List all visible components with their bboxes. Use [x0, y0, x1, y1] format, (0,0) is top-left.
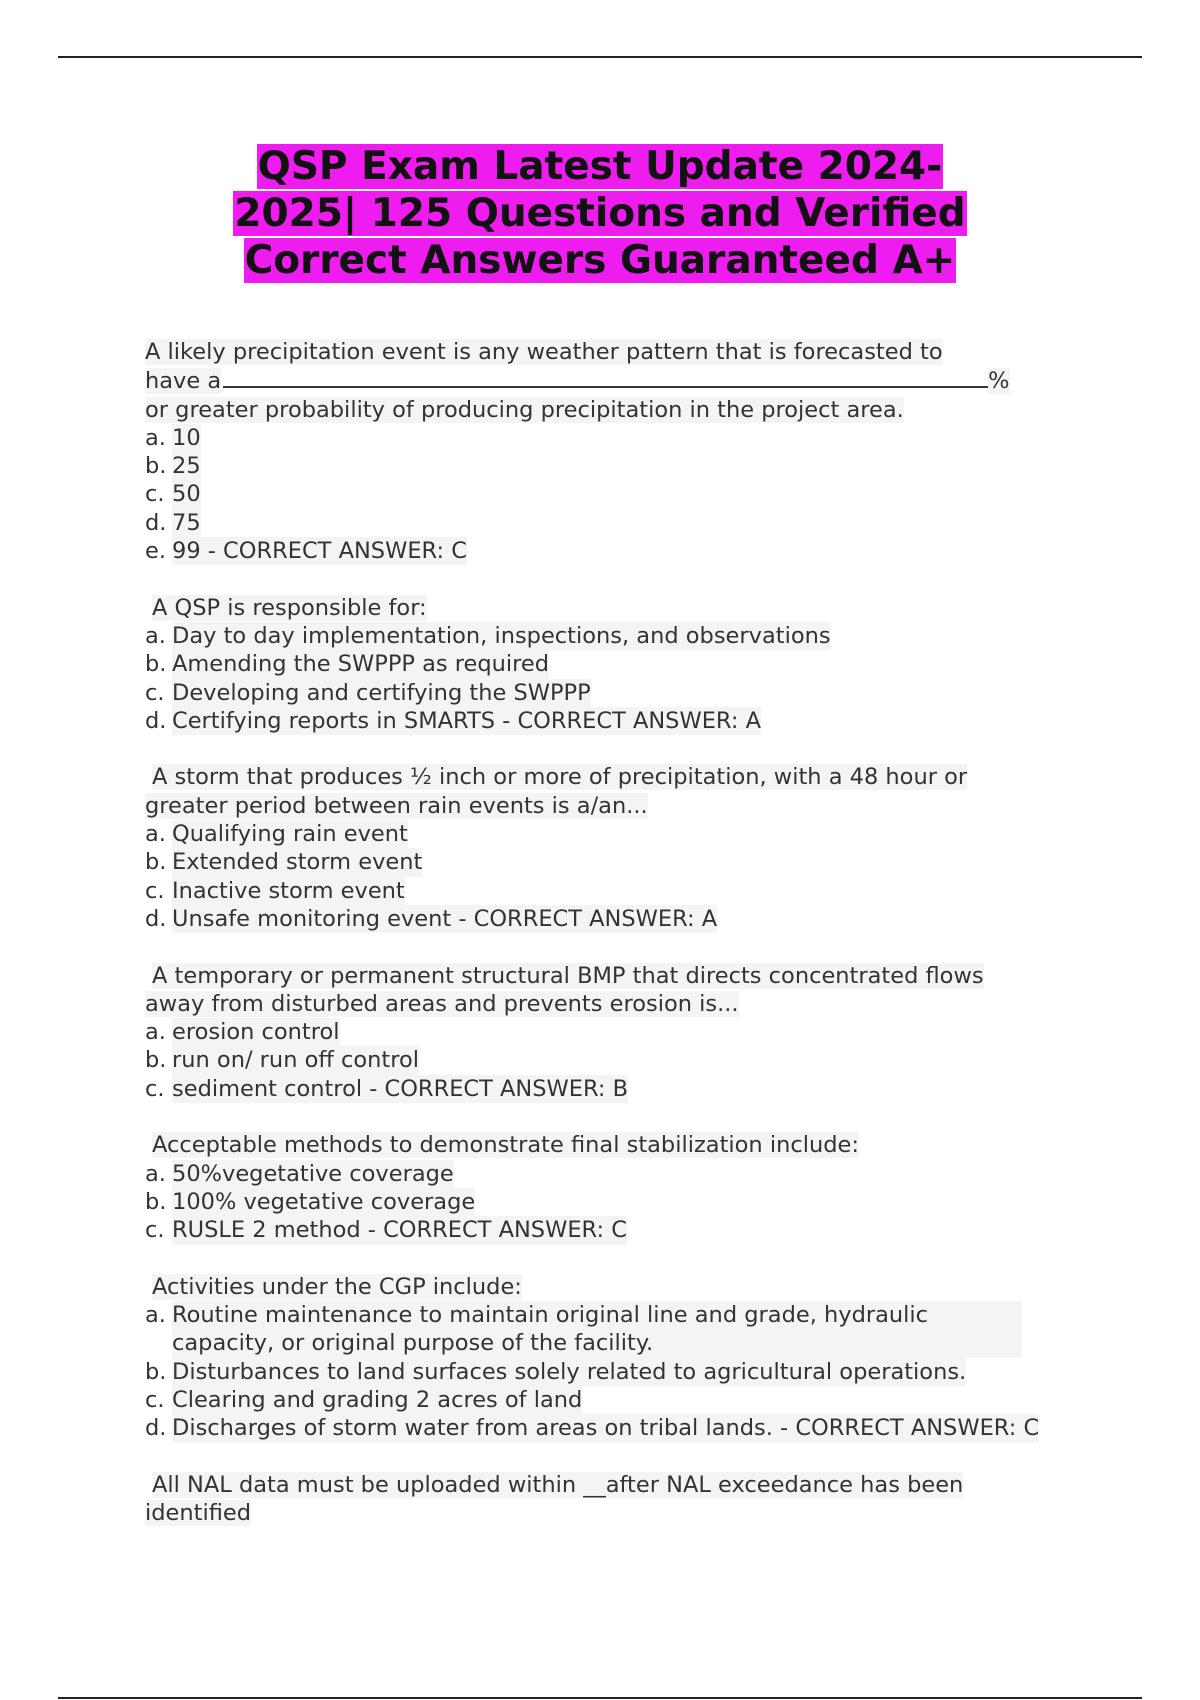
- title-line-2: 2025| 125 Questions and Verified: [234, 191, 966, 236]
- option-letter: c.: [145, 1386, 165, 1413]
- option-text: Developing and certifying the SWPPP: [172, 679, 591, 706]
- question-3-stem-line-2: greater period between rain events is a/an...: [145, 792, 648, 819]
- question-6-stem: Activities under the CGP include:: [152, 1273, 522, 1300]
- question-1-stem-line-3: or greater probability of producing precipitation in the project area.: [145, 396, 904, 423]
- option-letter: d.: [145, 509, 167, 536]
- option-text: 99 - CORRECT ANSWER: C: [172, 538, 467, 565]
- option-text: Extended storm event: [172, 849, 423, 876]
- option-letter: a.: [145, 424, 166, 451]
- option-text: Unsafe monitoring event - CORRECT ANSWER: A: [172, 905, 718, 932]
- option-letter: a.: [145, 622, 166, 649]
- question-6: [145, 1273, 1105, 1443]
- question-list: [145, 338, 1105, 1556]
- option-text: RUSLE 2 method - CORRECT ANSWER: C: [172, 1217, 627, 1244]
- option-b: [145, 452, 1105, 480]
- title-line-3: Correct Answers Guaranteed A+: [244, 238, 956, 283]
- option-c: [145, 679, 1105, 707]
- option-e: [145, 537, 1105, 565]
- option-letter: b.: [145, 849, 167, 876]
- option-d: [145, 707, 1105, 735]
- question-1-stem-line-2: have a: [145, 368, 222, 395]
- option-letter: d.: [145, 1415, 167, 1442]
- option-d: [145, 1414, 1105, 1442]
- option-text: 50: [172, 481, 201, 508]
- option-c: [145, 480, 1105, 508]
- option-b: [145, 1358, 1105, 1386]
- option-letter: b.: [145, 1188, 167, 1215]
- option-text: run on/ run off control: [172, 1047, 420, 1074]
- question-3: [145, 763, 1105, 933]
- option-letter: c.: [145, 679, 165, 706]
- option-letter: b.: [145, 651, 167, 678]
- question-5: [145, 1131, 1105, 1244]
- option-letter: a.: [145, 1019, 166, 1046]
- question-7-stem-line-1: All NAL data must be uploaded within __after NAL exceedance has been: [152, 1471, 964, 1498]
- option-letter: c.: [145, 877, 165, 904]
- option-b: [145, 1188, 1105, 1216]
- option-text: erosion control: [172, 1019, 340, 1046]
- option-letter: a.: [145, 821, 166, 848]
- option-a: [145, 1160, 1105, 1188]
- option-letter: a.: [145, 1160, 166, 1187]
- option-letter: c.: [145, 481, 165, 508]
- question-3-stem-line-1: A storm that produces ½ inch or more of precipitation, with a 48 hour or: [152, 764, 968, 791]
- option-text: 10: [172, 424, 201, 451]
- option-a: [145, 1301, 1105, 1358]
- question-2: [145, 594, 1105, 735]
- question-1-stem-line-1: A likely precipitation event is any weather pattern that is forecasted to: [145, 339, 943, 365]
- option-letter: c.: [145, 1217, 165, 1244]
- question-4-stem-line-1: A temporary or permanent structural BMP that directs concentrated flows: [152, 962, 984, 989]
- option-text: Certifying reports in SMARTS - CORRECT ANSWER: A: [172, 707, 761, 734]
- option-c: [145, 1216, 1105, 1244]
- option-text: 100% vegetative coverage: [172, 1188, 476, 1215]
- option-letter: d.: [145, 905, 167, 932]
- option-a: [145, 622, 1105, 650]
- question-1: [145, 338, 1105, 565]
- option-text: Discharges of storm water from areas on tribal lands. - CORRECT ANSWER: C: [172, 1415, 1040, 1442]
- option-text: 25: [172, 453, 201, 480]
- option-text: sediment control - CORRECT ANSWER: B: [172, 1075, 629, 1102]
- option-letter: c.: [145, 1075, 165, 1102]
- answer-blank: [223, 366, 988, 388]
- option-text: 75: [172, 509, 201, 536]
- option-text: Qualifying rain event: [172, 821, 408, 848]
- option-c: [145, 1075, 1105, 1103]
- option-text: Disturbances to land surfaces solely related to agricultural operations.: [172, 1358, 967, 1385]
- option-a: [145, 1018, 1105, 1046]
- option-c: [145, 877, 1105, 905]
- document-title: [150, 143, 1050, 284]
- option-c: [145, 1386, 1105, 1414]
- option-text: Inactive storm event: [172, 877, 405, 904]
- top-divider: [58, 56, 1142, 58]
- option-letter: d.: [145, 707, 167, 734]
- question-4-stem-line-2: away from disturbed areas and prevents erosion is...: [145, 990, 739, 1017]
- option-letter: b.: [145, 1047, 167, 1074]
- option-d: [145, 905, 1105, 933]
- option-b: [145, 650, 1105, 678]
- question-7-stem-line-2: identified: [145, 1500, 252, 1527]
- option-letter: b.: [145, 453, 167, 480]
- option-letter: b.: [145, 1358, 167, 1385]
- bottom-divider: [58, 1697, 1142, 1699]
- option-text: Day to day implementation, inspections, and observations: [172, 622, 831, 649]
- option-b: [145, 848, 1105, 876]
- option-text: Clearing and grading 2 acres of land: [172, 1386, 583, 1413]
- option-d: [145, 509, 1105, 537]
- option-text: Amending the SWPPP as required: [172, 651, 550, 678]
- percent-sign: %: [988, 368, 1010, 395]
- option-text: 50%vegetative coverage: [172, 1160, 454, 1187]
- option-a: [145, 424, 1105, 452]
- option-letter: e.: [145, 538, 166, 565]
- option-letter: a.: [145, 1302, 166, 1329]
- option-a: [145, 820, 1105, 848]
- question-5-stem: Acceptable methods to demonstrate final stabilization include:: [152, 1132, 859, 1159]
- question-7: [145, 1471, 1105, 1528]
- question-4: [145, 962, 1105, 1103]
- option-b: [145, 1046, 1105, 1074]
- question-2-stem: A QSP is responsible for:: [152, 594, 427, 621]
- option-text: Routine maintenance to maintain original line and grade, hydraulic capacity, or original purpose of the facility.: [172, 1301, 1022, 1358]
- title-line-1: QSP Exam Latest Update 2024-: [257, 144, 943, 189]
